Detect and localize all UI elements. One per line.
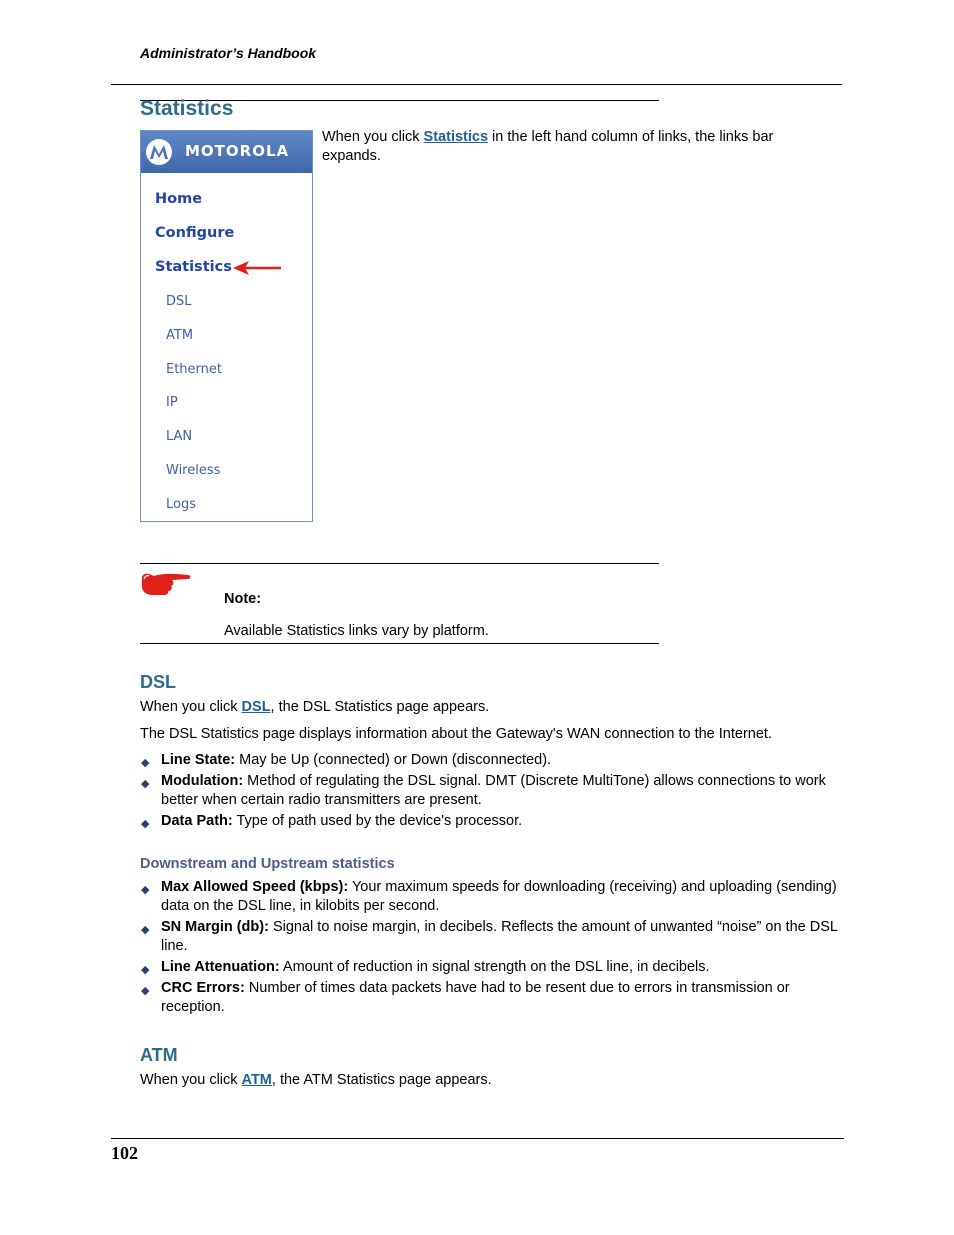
nav-sub-logs[interactable]: Logs [166,497,196,512]
nav-sub-ip[interactable]: IP [166,395,178,410]
diamond-bullet-icon: ◆ [141,964,150,976]
nav-panel-screenshot [140,130,313,522]
dsl-bullet-list [140,751,840,833]
diamond-bullet-icon: ◆ [141,778,150,790]
section-title: Statistics [140,97,234,120]
atm-heading: ATM [140,1045,178,1065]
note-text: Available Statistics links vary by platform. [224,623,489,639]
note-top-rule [140,563,659,564]
bullet-desc: Number of times data packets have had to be resent due to errors in transmission or reception. [161,980,790,1015]
downstream-heading: Downstream and Upstream statistics [140,856,395,872]
bullet-desc: Method of regulating the DSL signal. DMT (Discrete MultiTone) allows connections to work better when certain radio transmitters are present. [161,773,826,808]
list-item [140,751,840,770]
bullet-term: Max Allowed Speed (kbps): [161,879,349,895]
dsl-link[interactable]: DSL [241,699,271,715]
list-item [140,812,840,831]
bullet-term: Line State: [161,752,236,768]
diamond-bullet-icon: ◆ [141,884,150,896]
nav-item-statistics[interactable]: Statistics [155,259,232,275]
handbook-title: Administrator’s Handbook [140,45,317,61]
statistics-link[interactable]: Statistics [423,129,489,145]
nav-sub-atm[interactable]: ATM [166,328,194,343]
nav-sub-wireless[interactable]: Wireless [166,463,221,478]
dsl-intro [140,698,489,717]
list-item [140,878,840,916]
page-number: 102 [111,1143,138,1163]
pointing-hand-icon [140,571,192,597]
bullet-term: SN Margin (db): [161,919,269,935]
diamond-bullet-icon: ◆ [141,985,150,997]
note-bottom-rule [140,643,659,644]
motorola-brand-bar [141,131,312,173]
list-item [140,958,840,977]
dsl-heading: DSL [140,672,176,692]
dsl-intro-before: When you click [140,699,242,715]
downstream-bullet-list [140,878,840,1019]
atm-intro-after: , the ATM Statistics page appears. [271,1072,492,1088]
nav-item-configure[interactable]: Configure [155,225,235,241]
list-item [140,979,840,1017]
atm-link[interactable]: ATM [241,1072,272,1088]
bullet-desc: Type of path used by the device's processor. [232,813,523,829]
bullet-desc: May be Up (connected) or Down (disconnected). [235,752,552,768]
diamond-bullet-icon: ◆ [141,924,150,936]
atm-intro-before: When you click [140,1072,242,1088]
bullet-desc: Signal to noise margin, in decibels. Reflects the amount of unwanted “noise” on the DSL line. [161,919,838,954]
motorola-logo-icon [145,138,173,166]
bullet-desc: Your maximum speeds for downloading (receiving) and uploading (sending) data on the DSL line, in kilobits per second. [161,879,837,914]
note-label: Note: [224,591,262,607]
nav-sub-lan[interactable]: LAN [166,429,193,444]
bullet-desc: Amount of reduction in signal strength on the DSL line, in decibels. [279,959,710,975]
nav-item-home[interactable]: Home [155,191,203,207]
bullet-term: Modulation: [161,773,244,789]
intro-text-before: When you click [322,129,424,145]
header-rule [111,84,842,85]
bullet-term: Line Attenuation: [161,959,280,975]
section-intro [322,128,822,166]
atm-intro [140,1071,492,1090]
red-arrow-icon [233,260,283,276]
bullet-term: Data Path: [161,813,233,829]
brand-name: MOTOROLA [185,142,290,160]
diamond-bullet-icon: ◆ [141,818,150,830]
nav-sub-dsl[interactable]: DSL [166,294,192,309]
bullet-term: CRC Errors: [161,980,245,996]
diamond-bullet-icon: ◆ [141,757,150,769]
footer-rule [111,1138,844,1139]
intro-text-after: in the left hand column of links, the links bar expands. [322,129,774,164]
list-item [140,918,840,956]
dsl-intro-after: , the DSL Statistics page appears. [270,699,490,715]
list-item [140,772,840,810]
nav-sub-ethernet[interactable]: Ethernet [166,362,222,377]
dsl-description: The DSL Statistics page displays information about the Gateway's WAN connection to the Internet. [140,726,772,742]
